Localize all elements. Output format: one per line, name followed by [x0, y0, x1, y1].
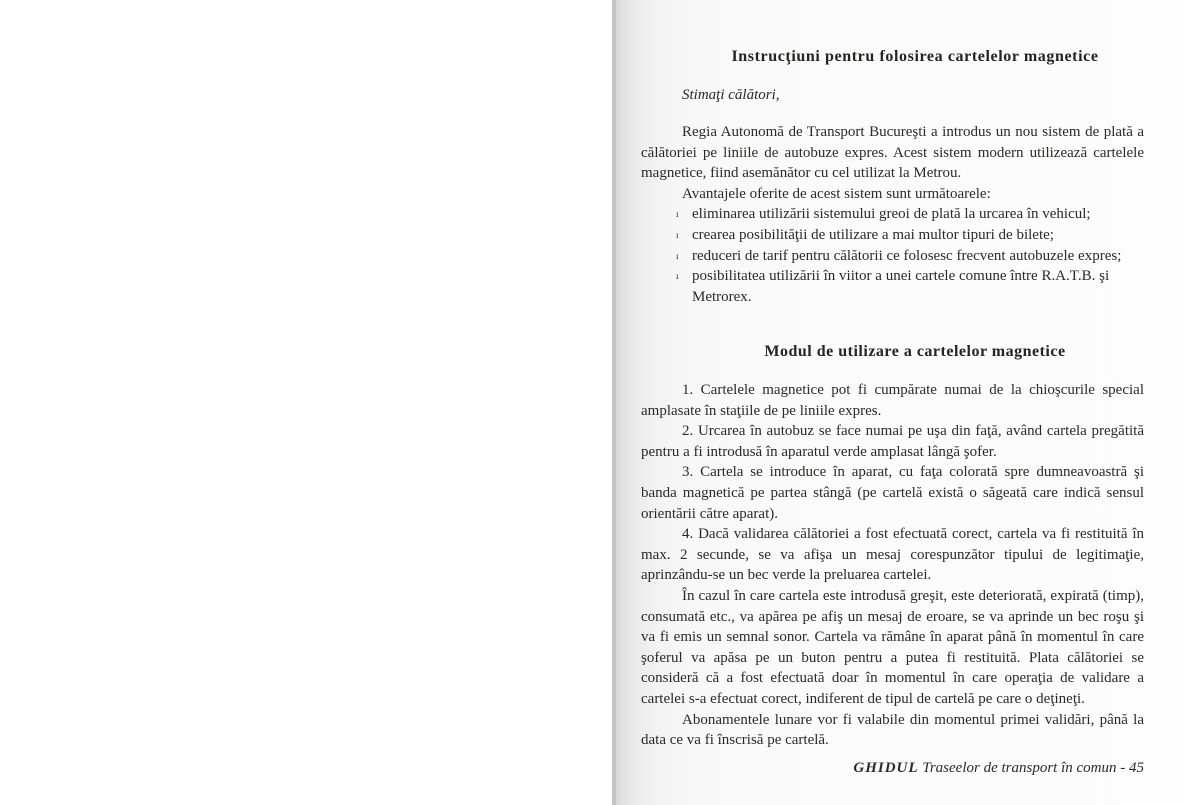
advantages-list [641, 204, 1144, 307]
step-paragraph: 3. Cartela se introduce în aparat, cu faţa colorată spre dumneavoastră şi banda magnetică pe partea stângă (pe cartelă există o săgeată care indică sensul orientării către aparat). [641, 464, 1144, 522]
bullet-glyph: ı [676, 250, 679, 261]
section-title: Modul de utilizare a cartelelor magnetice [764, 343, 1066, 360]
bullet-glyph: ı [676, 229, 679, 240]
list-item: ı reduceri de tarif pentru călătorii ce folosesc frecvent autobuzele expres; [676, 246, 1144, 267]
step-paragraph: 4. Dacă validarea călătoriei a fost efectuată corect, cartela va fi restituită în max. 2 secunde, se va afişa un mesaj corespunzător tipului de legitimaţie, aprinzându-se un bec verde la preluarea cartelei. [641, 526, 1144, 584]
list-item: ı eliminarea utilizării sistemului greoi de plată la urcarea în vehicul; [676, 204, 1144, 225]
subscription-paragraph: Abonamentele lunare vor fi valabile din momentul primei validări, până la data ce va fi înscrisă pe cartelă. [641, 711, 1144, 749]
bullet-glyph: ı [676, 209, 679, 220]
footer-text: Traseelor de transport în comun [922, 760, 1117, 776]
page-number: 45 [1129, 760, 1144, 776]
salutation: Stimaţi călători, [682, 87, 780, 103]
page-footer [853, 760, 1144, 777]
step-paragraph: 2. Urcarea în autobuz se face numai pe uşa din faţă, având cartela pregătită pentru a fi introdusă în aparatul verde amplasat lângă şofer. [641, 423, 1144, 460]
steps-section [641, 380, 1144, 751]
intro-paragraph: Regia Autonomă de Transport Bucureşti a introdus un nou sistem de plată a călătoriei pe liniile de autobuze expres. Acest sistem modern utilizează cartelele magnetice, fiind asemănător cu cel utilizat la Metrou. [641, 124, 1144, 182]
footer-brand: GHIDUL [853, 760, 919, 776]
page-title: Instrucţiuni pentru folosirea cartelelor magnetice [731, 48, 1099, 65]
advantages-title: Avantajele oferite de acest sistem sunt următoarele: [682, 185, 991, 202]
bullet-glyph: ı [676, 271, 679, 282]
step-paragraph: 1. Cartelele magnetice pot fi cumpărate numai de la chioşcurile special amplasate în staţiile de pe liniile expres. [641, 382, 1144, 419]
intro-section [641, 122, 1144, 307]
error-paragraph: În cazul în care cartela este introdusă greşit, este deteriorată, expirată (timp), consumată etc., va apărea pe afiş un mesaj de eroare, se va aprinde un bec roşu şi va fi emis un semnal sonor. Cartela va rămâne în aparat până în momentul în care şoferul va apăsa pe un buton pentru a putea fi restituită. Plata călătoriei se consideră că a fost efectuată doar în momentul în care operaţia de validare a cartelei s-a efectuat corect, indiferent de tipul de cartelă pe care o deţineţi. [641, 587, 1144, 707]
page-gutter [612, 0, 616, 805]
footer-separator: - [1120, 760, 1126, 776]
list-item: ı posibilitatea utilizării în viitor a unei cartele comune între R.A.T.B. şi Metrorex. [676, 268, 1110, 305]
list-item: ı crearea posibilităţii de utilizare a mai multor tipuri de bilete; [676, 225, 1144, 246]
